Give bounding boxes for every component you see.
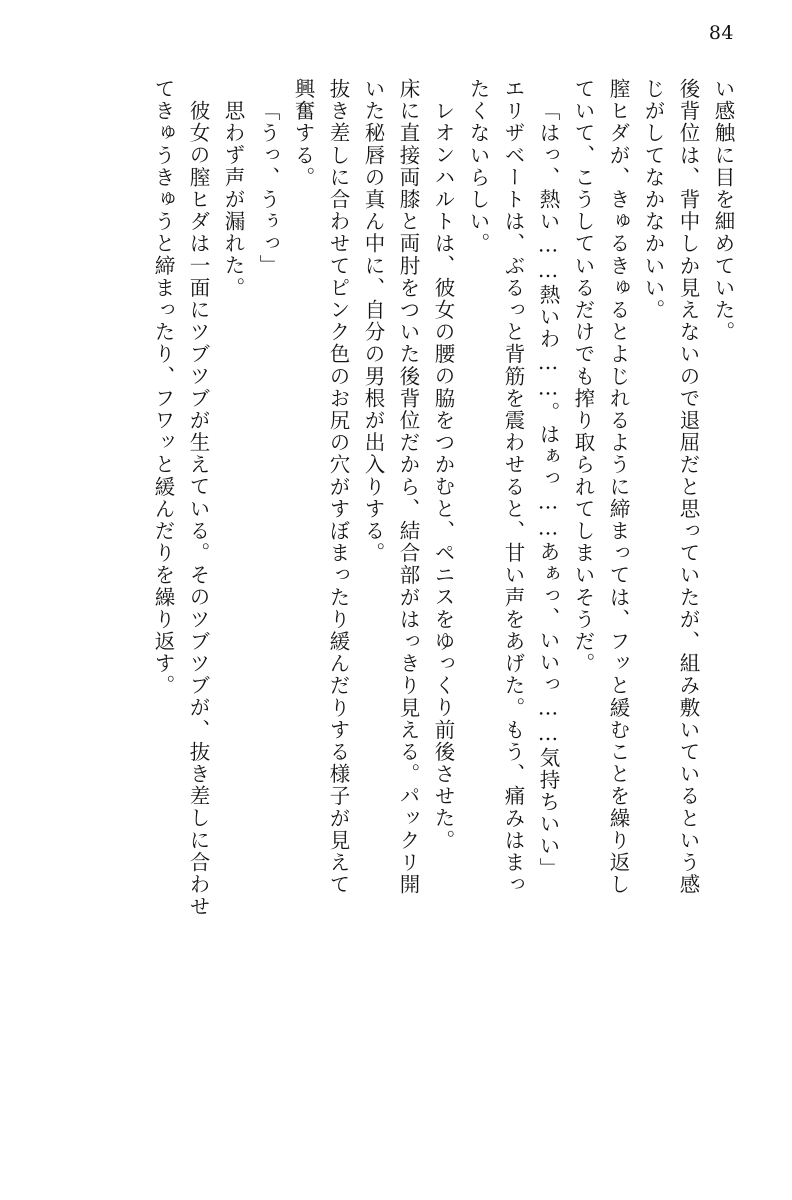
text-line: じがしてなかなかいい。: [641, 78, 665, 322]
text-line: 床に直接両膝と両肘をついた後背位だから、結合部がはっきり見える。パックリ開: [396, 78, 420, 896]
text-line: ていて、こうしているだけでも搾り取られてしまいそうだ。: [571, 78, 595, 675]
text-line: いた秘唇の真ん中に、自分の男根が出入りする。: [361, 78, 385, 565]
text-line: 後背位は、背中しか見えないので退屈だと思っていたが、組み敷いているという感: [676, 78, 700, 896]
text-line: たくないらしい。: [466, 78, 490, 255]
text-line: てきゅうきゅうと締まったり、フワッと緩んだりを繰り返す。: [151, 78, 175, 697]
text-line: 「うっ、うぅっ」: [256, 100, 280, 277]
text-line: 彼女の膣ヒダは一面にツブツブが生えている。そのツブツブが、抜き差しに合わせ: [186, 100, 210, 918]
text-line: 思わず声が漏れた。: [221, 100, 245, 299]
text-line: レオンハルトは、彼女の腰の脇をつかむと、ペニスをゆっくり前後させた。: [431, 100, 455, 852]
text-line: エリザベートは、ぶるっと背筋を震わせると、甘い声をあげた。もう、痛みはまっ: [501, 78, 525, 896]
text-line: 抜き差しに合わせてピンク色のお尻の穴がすぼまったり緩んだりする様子が見えて: [326, 78, 350, 896]
text-line: 膣ヒダが、きゅるきゅるとよじれるように締まっては、フッと緩むことを繰り返し: [606, 78, 630, 896]
text-line: 興奮する。: [291, 78, 315, 189]
text-line: い感触に目を細めていた。: [711, 78, 735, 344]
text-line: 「はっ、熱い……熱いわ……。はぁっ……あぁっ、いいっ……気持ちいい」: [536, 100, 560, 880]
page-text-body: [52, 78, 740, 1172]
page-number: 84: [708, 22, 734, 44]
